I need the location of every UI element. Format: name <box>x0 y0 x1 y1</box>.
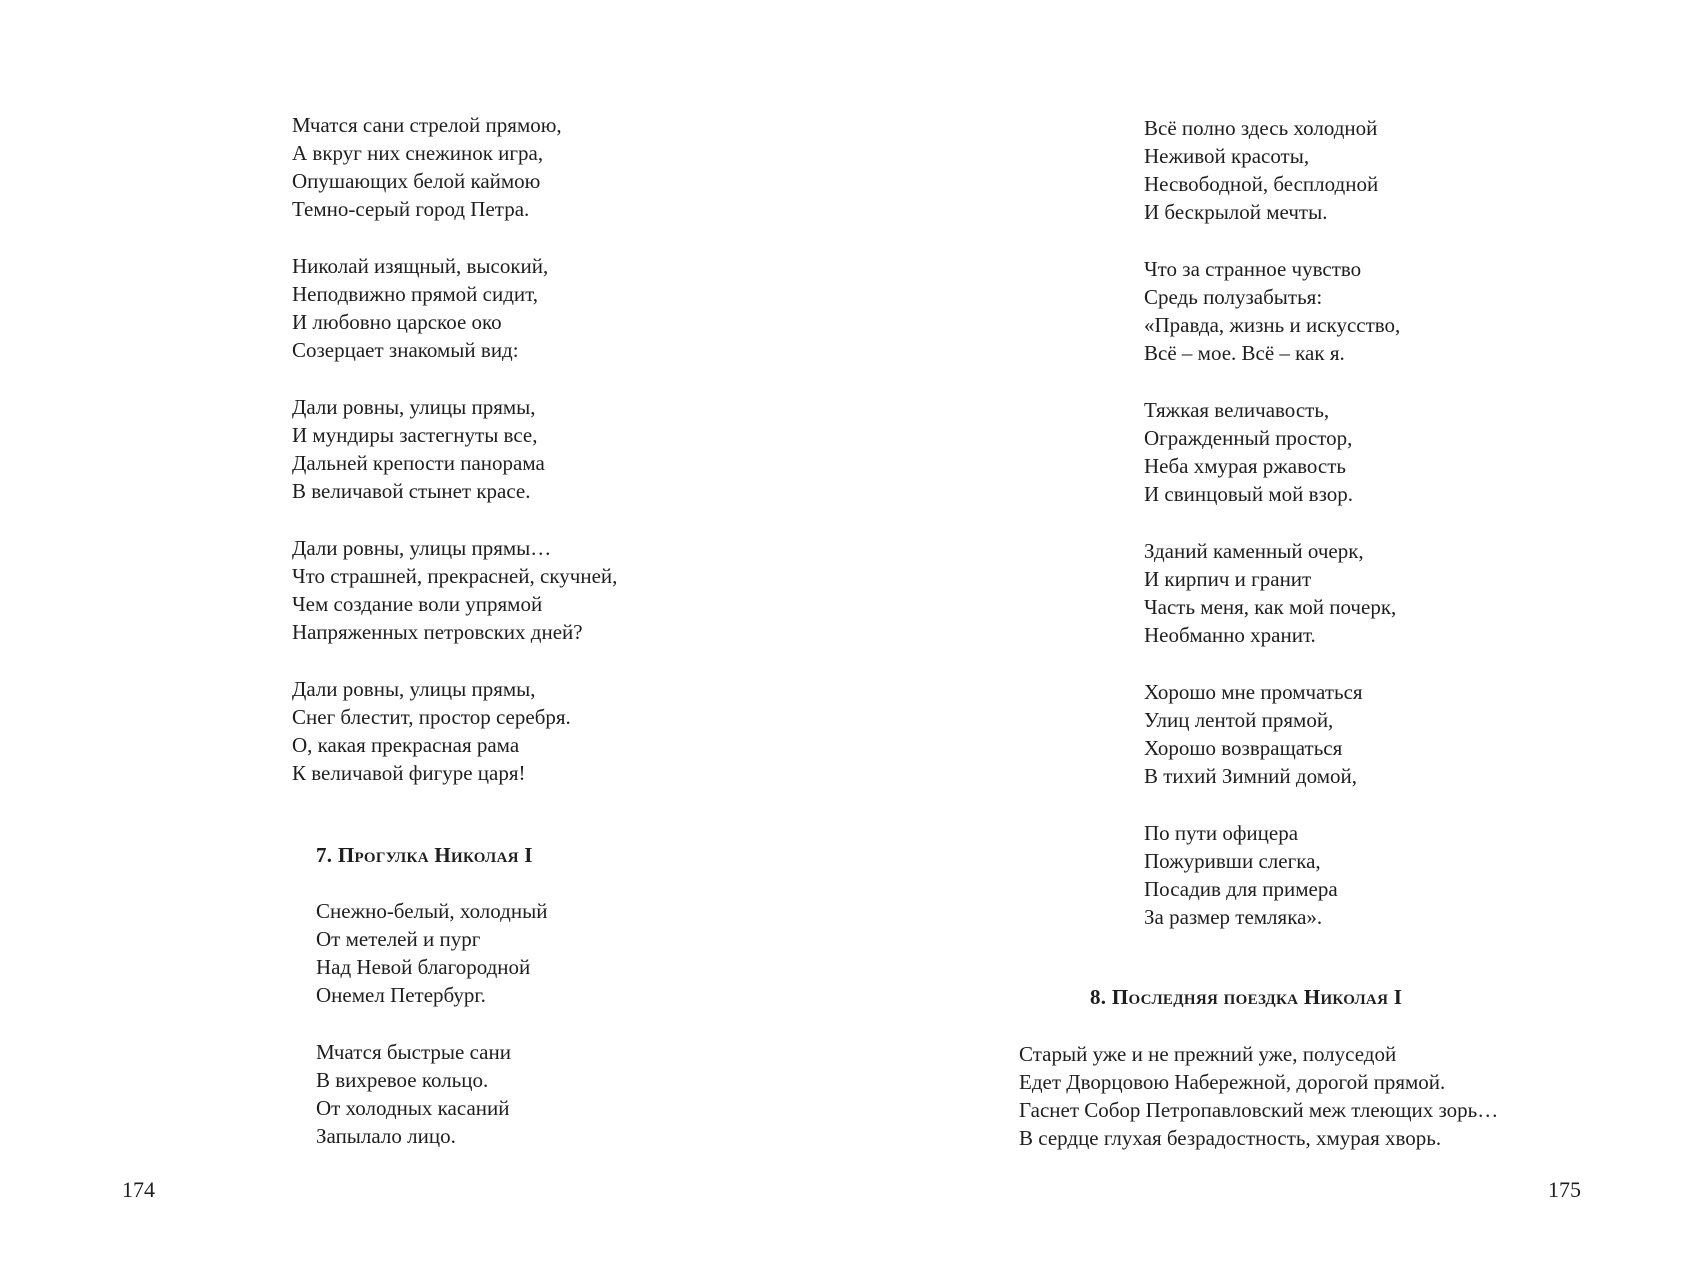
poem-line: И бескрылой мечты. <box>1144 200 1328 224</box>
right-page <box>851 0 1702 1267</box>
page-number: 174 <box>122 1177 155 1202</box>
poem-line: Снег блестит, простор серебря. <box>292 705 571 729</box>
poem-line: От метелей и пург <box>316 927 481 951</box>
poem-line: В вихревое кольцо. <box>316 1068 489 1092</box>
poem-line: Несвободной, бесплодной <box>1144 172 1379 196</box>
section-heading: 7. Прогулка Николая I <box>316 843 533 867</box>
poem-line: И мундиры застегнуты все, <box>292 423 538 447</box>
poem-line: Дали ровны, улицы прямы, <box>292 395 536 419</box>
stanza <box>1144 678 1400 790</box>
poem-stanzas-bottom <box>316 897 547 1150</box>
poem-line: Улиц лентой прямой, <box>1144 708 1334 732</box>
poem-stanzas-top <box>292 111 617 787</box>
poem-line: И свинцовый мой взор. <box>1144 482 1353 506</box>
poem-line: Опушающих белой каймою <box>292 169 541 193</box>
stanza <box>1019 1040 1498 1152</box>
poem-line: Темно-серый город Петра. <box>292 197 530 221</box>
poem-line: От холодных касаний <box>316 1096 510 1120</box>
poem-line: Мчатся сани стрелой прямою, <box>292 113 562 137</box>
poem-line: По пути офицера <box>1144 821 1299 845</box>
poem-line: Запылало лицо. <box>316 1124 456 1148</box>
stanza <box>316 897 547 1009</box>
poem-line: Зданий каменный очерк, <box>1144 539 1364 563</box>
poem-line: В величавой стынет красе. <box>292 479 531 503</box>
poem-stanzas-top <box>1144 114 1400 931</box>
poem-line: Над Невой благородной <box>316 955 531 979</box>
poem-line: Напряженных петровских дней? <box>292 620 583 644</box>
poem-line: Чем создание воли упрямой <box>292 592 543 616</box>
poem-line: Необманно хранит. <box>1144 623 1316 647</box>
stanza <box>292 534 617 646</box>
stanza <box>292 393 617 505</box>
stanza <box>1144 255 1400 367</box>
poem-line: К величавой фигуре царя! <box>292 761 526 785</box>
poem-line: И любовно царское око <box>292 310 502 334</box>
poem-line: Мчатся быстрые сани <box>316 1040 511 1064</box>
poem-stanzas-bottom <box>1019 1040 1498 1152</box>
page-number: 175 <box>1548 1177 1581 1202</box>
poem-line: Едет Дворцовою Набережной, дорогой прямой. <box>1019 1070 1446 1094</box>
stanza <box>292 252 617 364</box>
poem-line: Хорошо возвращаться <box>1144 736 1343 760</box>
poem-line: Онемел Петербург. <box>316 983 486 1007</box>
poem-line: Огражденный простор, <box>1144 426 1353 450</box>
stanza <box>1144 114 1400 226</box>
poem-line: Созерцает знакомый вид: <box>292 338 519 362</box>
stanza <box>316 1038 547 1150</box>
poem-line: Часть меня, как мой почерк, <box>1144 595 1397 619</box>
poem-line: Что за странное чувство <box>1144 257 1362 281</box>
poem-line: Николай изящный, высокий, <box>292 254 549 278</box>
stanza <box>1144 537 1400 649</box>
poem-line: «Правда, жизнь и искусство, <box>1144 313 1401 337</box>
poem-line: Средь полузабытья: <box>1144 285 1323 309</box>
poem-line: В сердце глухая безрадостность, хмурая хворь. <box>1019 1126 1442 1150</box>
poem-line: Тяжкая величавость, <box>1144 398 1330 422</box>
poem-line: Всё – мое. Всё – как я. <box>1144 341 1345 365</box>
stanza <box>292 111 617 223</box>
poem-line: Посадив для примера <box>1144 877 1338 901</box>
poem-line: За размер темляка». <box>1144 905 1323 929</box>
poem-line: Гаснет Собор Петропавловский меж тлеющих зорь… <box>1019 1098 1499 1122</box>
poem-line: Старый уже и не прежний уже, полуседой <box>1019 1042 1397 1066</box>
stanza <box>292 675 617 787</box>
stanza <box>1144 396 1400 508</box>
stanza <box>1144 819 1400 931</box>
section-heading: 8. Последняя поездка Николая I <box>1090 985 1403 1009</box>
poem-line: Дали ровны, улицы прямы… <box>292 536 552 560</box>
poem-line: Неподвижно прямой сидит, <box>292 282 538 306</box>
poem-line: Дальней крепости панорама <box>292 451 545 475</box>
poem-line: Хорошо мне промчаться <box>1144 680 1363 704</box>
poem-line: Снежно-белый, холодный <box>316 899 548 923</box>
poem-line: Всё полно здесь холодной <box>1144 116 1378 140</box>
poem-line: В тихий Зимний домой, <box>1144 764 1357 788</box>
poem-line: И кирпич и гранит <box>1144 567 1312 591</box>
poem-line: Неживой красоты, <box>1144 144 1310 168</box>
poem-line: Дали ровны, улицы прямы, <box>292 677 536 701</box>
poem-line: О, какая прекрасная рама <box>292 733 520 757</box>
poem-line: Неба хмурая ржавость <box>1144 454 1346 478</box>
poem-line: Пожуривши слегка, <box>1144 849 1321 873</box>
poem-line: А вкруг них снежинок игра, <box>292 141 544 165</box>
poem-line: Что страшней, прекрасней, скучней, <box>292 564 618 588</box>
